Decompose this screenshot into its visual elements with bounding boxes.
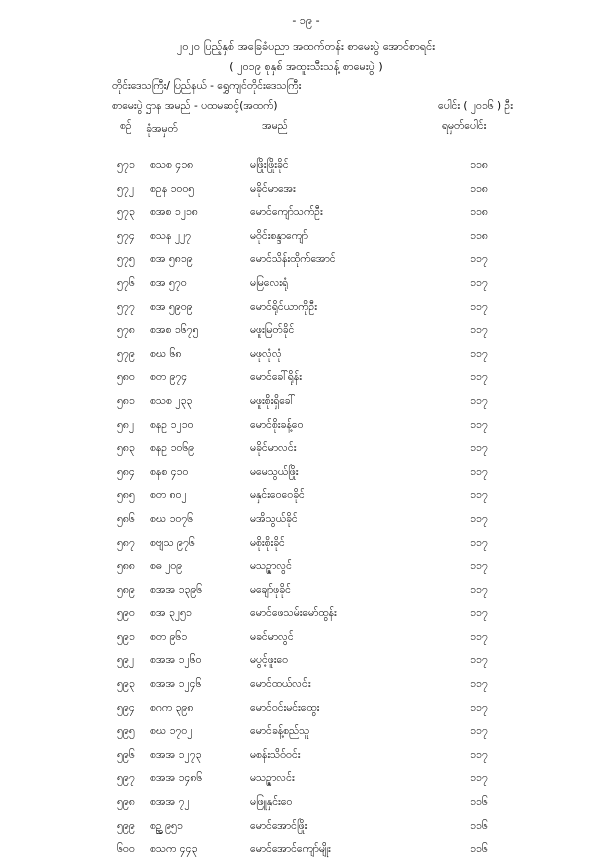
row-total: ၁၁၇ bbox=[470, 253, 488, 266]
table-row bbox=[0, 324, 612, 348]
row-name: မောင်ခေါ်ရိုန်း bbox=[250, 371, 302, 384]
table-row bbox=[0, 183, 612, 207]
row-roll-number: စနဥ ၁၂၁၀ bbox=[150, 418, 194, 431]
row-number: ၅၉၆ bbox=[117, 748, 135, 761]
row-roll-number: စဃ ၁၇၀၂ bbox=[150, 725, 193, 738]
row-roll-number: စဗျသ ၉၇၆ bbox=[150, 536, 195, 549]
row-roll-number: စတ ၉၇၄ bbox=[150, 371, 188, 384]
table-row bbox=[0, 513, 612, 537]
row-number: ၅၇၁ bbox=[117, 159, 135, 171]
row-total: ၁၁၇ bbox=[470, 394, 488, 407]
table-row bbox=[0, 206, 612, 230]
table-row bbox=[0, 348, 612, 372]
table-row bbox=[0, 159, 612, 183]
table-row bbox=[0, 395, 612, 419]
row-total: ၁၁၇ bbox=[470, 560, 488, 573]
row-roll-number: စအ ၅၇၀ bbox=[150, 276, 187, 289]
row-roll-number: စအအ ၁၄၈၆ bbox=[150, 772, 203, 785]
table-row bbox=[0, 749, 612, 773]
row-number: ၅၇၃ bbox=[117, 206, 135, 219]
row-total: ၁၁၇ bbox=[470, 371, 488, 384]
document-title: ၂၀၂၀ ပြည့်နှစ် အခြေခံပညာ အထက်တန်း စာမေးပွဲ အောင်စာရင်း bbox=[176, 40, 436, 53]
row-number: ၅၇၉ bbox=[117, 347, 135, 360]
row-roll-number: စသန ၂၂၇ bbox=[150, 229, 192, 242]
row-roll-number: စဥ္အ ၉၅၁ bbox=[150, 819, 183, 832]
table-row bbox=[0, 277, 612, 301]
row-roll-number: စဃ ၆၈ bbox=[150, 347, 182, 360]
row-number: ၅၉၀ bbox=[117, 607, 135, 620]
row-number: ၅၇၂ bbox=[117, 182, 134, 195]
row-total: ၁၁၇ bbox=[470, 630, 488, 643]
row-number: ၅၇၄ bbox=[117, 229, 135, 242]
row-roll-number: စသစ ၂၃၃ bbox=[150, 394, 193, 407]
row-roll-number: စအ ၅၈၁၉ bbox=[150, 253, 193, 266]
column-header-name: အမည် bbox=[262, 120, 288, 132]
row-number: ၅၉၂ bbox=[117, 654, 134, 667]
row-name: မပွင့်ဖူးဝေ bbox=[250, 654, 289, 667]
row-total: ၁၁၇ bbox=[470, 276, 488, 289]
row-number: ၅၈၅ bbox=[117, 489, 135, 502]
row-number: ၅၉၁ bbox=[117, 630, 135, 643]
row-name: မစိုးစိုးခိုင် bbox=[250, 536, 285, 549]
row-number: ၅၉၇ bbox=[117, 772, 135, 785]
row-number: ၅၉၄ bbox=[117, 701, 135, 714]
table-row bbox=[0, 419, 612, 443]
table-row bbox=[0, 537, 612, 561]
row-total: ၁၁၇ bbox=[470, 678, 488, 691]
table-row bbox=[0, 843, 612, 867]
row-number: ၅၉၃ bbox=[117, 678, 135, 691]
document-subtitle: ( ၂၀၁၉ စုနှစ် အထူးသီးသန့် စာမေးပွဲ ) bbox=[229, 60, 383, 73]
row-number: ၅၉၉ bbox=[117, 819, 135, 832]
row-number: ၅၇၆ bbox=[117, 276, 135, 289]
table-row bbox=[0, 442, 612, 466]
table-row bbox=[0, 371, 612, 395]
row-name: မောင်ရိုင်ယာကိုဦး bbox=[250, 300, 317, 313]
row-name: မောင်သိန်းထိုက်အောင် bbox=[250, 253, 336, 266]
row-total: ၁၁၇ bbox=[470, 418, 488, 431]
row-total: ၁၁၇ bbox=[470, 347, 488, 360]
row-name: မဖြူနှင်းဝေ bbox=[250, 796, 293, 809]
table-row bbox=[0, 631, 612, 655]
row-number: ၅၈၉ bbox=[117, 583, 135, 596]
row-total: ၁၁၈ bbox=[470, 206, 488, 219]
row-name: မမေသွယ်ဖြိုး bbox=[250, 465, 299, 478]
row-total: ၁၁၈ bbox=[470, 229, 488, 242]
row-number: ၅၉၈ bbox=[117, 796, 135, 809]
results-list bbox=[0, 159, 612, 867]
row-number: ၅၈၆ bbox=[117, 512, 135, 525]
row-roll-number: စအအ ၇၂ bbox=[150, 796, 190, 809]
region-label: တိုင်းဒေသကြီး/ ပြည်နယ် - ရွှေကျင်တိုင်းဒေသကြီး bbox=[112, 80, 302, 92]
row-total: ၁၁၇ bbox=[470, 701, 488, 714]
table-row bbox=[0, 820, 612, 844]
row-number: ၆၀၀ bbox=[117, 843, 135, 856]
table-row bbox=[0, 607, 612, 631]
row-name: မဖုလုံလုံ bbox=[250, 347, 282, 360]
row-name: မောင်ကျော်သက်ဦး bbox=[250, 206, 323, 219]
row-name: မအိသွယ်ခိုင် bbox=[250, 512, 298, 525]
row-number: ၅၈၈ bbox=[117, 560, 135, 573]
table-row bbox=[0, 584, 612, 608]
row-name: မသဉ္ဇာလွင် bbox=[250, 560, 292, 573]
total-count-label: ပေါင်း ( ၂၀၁၆ ) ဦး bbox=[438, 100, 513, 112]
row-roll-number: စနဥ ၁၀၆၉ bbox=[150, 442, 195, 455]
row-name: မခင်မာလွင် bbox=[250, 630, 294, 643]
row-total: ၁၁၈ bbox=[470, 159, 488, 171]
row-total: ၁၁၇ bbox=[470, 512, 488, 525]
row-total: ၁၁၇ bbox=[470, 607, 488, 620]
row-roll-number: စအ ၃၂၅၁ bbox=[150, 607, 192, 620]
table-row bbox=[0, 230, 612, 254]
row-roll-number: စတ ၈၀၂ bbox=[150, 489, 187, 502]
row-roll-number: စအအ ၁၃၉၆ bbox=[150, 583, 203, 596]
row-number: ၅၈၄ bbox=[117, 465, 135, 478]
row-roll-number: စဥန ၁၀၀၅ bbox=[150, 182, 195, 195]
table-row bbox=[0, 796, 612, 820]
row-roll-number: စဂက ၃၉၈ bbox=[150, 701, 194, 714]
row-roll-number: စအအ ၁၂၇၃ bbox=[150, 748, 202, 761]
row-total: ၁၁၇ bbox=[470, 536, 488, 549]
row-name: မချော်ဖုခိုင် bbox=[250, 583, 291, 596]
row-total: ၁၁၇ bbox=[470, 772, 488, 785]
page-number: - ၁၉ - bbox=[292, 14, 320, 27]
column-header-no: စဉ် bbox=[120, 120, 132, 132]
row-number: ၅၈၃ bbox=[117, 442, 135, 455]
row-total: ၁၁၇ bbox=[470, 725, 488, 738]
row-number: ၅၇၈ bbox=[117, 324, 135, 337]
row-roll-number: စသက ၄၄၃ bbox=[150, 843, 198, 856]
column-header-roll: ခုံအမှတ် bbox=[146, 123, 178, 135]
row-roll-number: စအအ ၁၂၆၀ bbox=[150, 654, 202, 667]
table-row bbox=[0, 253, 612, 277]
row-total: ၁၁၆ bbox=[470, 819, 488, 832]
row-roll-number: စအစ ၁၂၁၈ bbox=[150, 206, 198, 219]
row-name: မောင်အောင်ကျော်မျိုး bbox=[250, 843, 331, 856]
row-roll-number: စသစ ၄၁၈ bbox=[150, 159, 194, 171]
table-row bbox=[0, 560, 612, 584]
row-total: ၁၁၇ bbox=[470, 583, 488, 596]
row-total: ၁၁၇ bbox=[470, 465, 488, 478]
row-roll-number: စဓ ၂၀၉ bbox=[150, 560, 183, 573]
row-number: ၅၈၁ bbox=[117, 394, 135, 407]
table-row bbox=[0, 678, 612, 702]
row-number: ၅၇၇ bbox=[117, 300, 135, 313]
row-name: မောင်ဖေသမ်းမော်ထွန်း bbox=[250, 607, 337, 620]
row-total: ၁၁၇ bbox=[470, 442, 488, 455]
row-total: ၁၁၇ bbox=[470, 489, 488, 502]
table-row bbox=[0, 772, 612, 796]
table-row bbox=[0, 489, 612, 513]
row-total: ၁၁၇ bbox=[470, 300, 488, 313]
row-name: မမြလေးရုံ bbox=[250, 276, 289, 289]
column-header-total: ရမှတ်ပေါင်း bbox=[442, 120, 487, 132]
row-total: ၁၁၈ bbox=[470, 182, 488, 195]
row-name: မဖြိုးဖြိုးခိုင် bbox=[250, 159, 289, 171]
row-name: မောင်ဝင်းမင်းထွေး bbox=[250, 701, 320, 714]
table-row bbox=[0, 725, 612, 749]
row-total: ၁၁၇ bbox=[470, 324, 488, 337]
row-name: မောင်အောင်ဖြိုး bbox=[250, 819, 308, 832]
row-total: ၁၁၇ bbox=[470, 748, 488, 761]
table-row bbox=[0, 466, 612, 490]
row-name: မခိုင်မာအေး bbox=[250, 182, 296, 195]
row-name: မဝိုင်းစန္ဒာကျော် bbox=[250, 229, 308, 242]
row-roll-number: စအ ၅၉၀၉ bbox=[150, 300, 193, 313]
row-number: ၅၇၅ bbox=[117, 253, 135, 266]
row-number: ၅၉၅ bbox=[117, 725, 135, 738]
row-number: ၅၈၀ bbox=[117, 371, 135, 384]
row-name: မခိုင်မာလင်း bbox=[250, 442, 297, 455]
table-row bbox=[0, 301, 612, 325]
row-name: မဖူးစိုးရှိခေါ် bbox=[250, 394, 296, 407]
table-row bbox=[0, 654, 612, 678]
row-number: ၅၈၇ bbox=[117, 536, 135, 549]
row-name: မဖူးမြတ်ခိုင် bbox=[250, 324, 295, 337]
row-roll-number: စနစ ၄၁၀ bbox=[150, 465, 189, 478]
row-roll-number: စအစ ၁၆၇၅ bbox=[150, 324, 199, 337]
row-total: ၁၁၆ bbox=[470, 796, 488, 809]
row-name: မောင်စိုးခန့်ဝေ bbox=[250, 418, 304, 431]
row-name: မောင်ထယ်လင်း bbox=[250, 678, 311, 691]
row-total: ၁၁၇ bbox=[470, 654, 488, 667]
row-name: မောင်ခန့်စည်သူ bbox=[250, 725, 310, 738]
row-roll-number: စအအ ၁၂၄၆ bbox=[150, 678, 202, 691]
row-name: မစန်းသိဝ်ဝင်း bbox=[250, 748, 301, 761]
row-roll-number: စဃ ၁၀၇၆ bbox=[150, 512, 194, 525]
row-roll-number: စတ ၉၆၁ bbox=[150, 630, 188, 643]
row-name: မနှင်းဝေဝေခိုင် bbox=[250, 489, 305, 502]
row-name: မသဉ္ဇာလင်း bbox=[250, 772, 295, 785]
row-total: ၁၁၆ bbox=[470, 843, 488, 856]
row-number: ၅၈၂ bbox=[117, 418, 135, 431]
table-row bbox=[0, 702, 612, 726]
center-label: စာမေးပွဲ ဌာန အမည် - ပထမဆင့်(အထက်) bbox=[112, 100, 278, 112]
